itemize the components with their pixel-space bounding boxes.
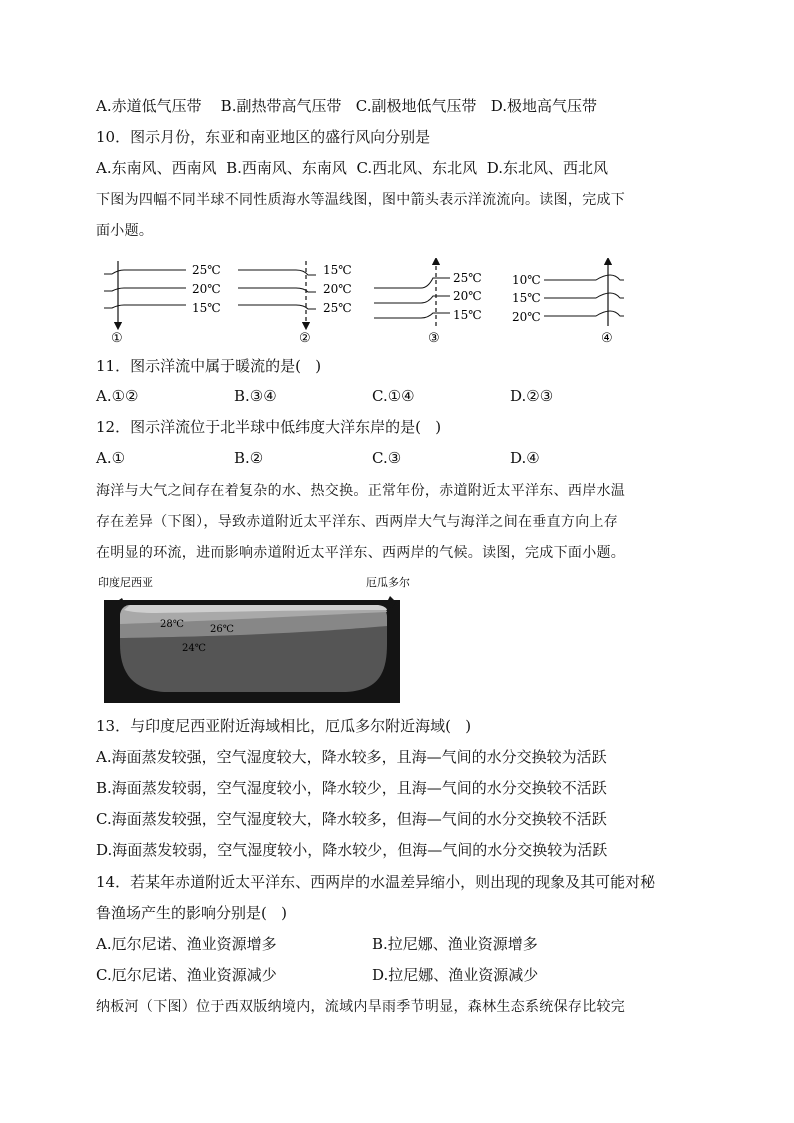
q14-option-b: B.拉尼娜、渔业资源增多 [372,935,538,953]
q11-option-b: B.③④ [234,387,277,405]
ecuador-label: 厄瓜多尔 [366,576,410,589]
intro1-line2: 面小题。 [96,223,154,239]
q11-option-a: A.①② [96,387,139,405]
panel1-number: ① [111,331,123,346]
q13-option-b: B.海面蒸发较弱，空气湿度较小，降水较少，且海—气间的水分交换较不活跃 [96,779,607,797]
q12-option-a: A.① [96,449,126,467]
intro2-line1: 海洋与大气之间存在着复杂的水、热交换。正常年份，赤道附近太平洋东、西岸水温 [96,483,626,499]
panel1-temp-bottom: 15℃ [192,301,221,315]
q11-option-d: D.②③ [510,387,554,405]
pacific-cross-section [96,572,416,706]
isotherm-panel-3 [374,261,482,346]
q12-stem: 12．图示洋流位于北半球中低纬度大洋东岸的是( ) [96,418,442,436]
panel2-number: ② [299,331,311,346]
intro2-line3: 在明显的环流，进而影响赤道附近太平洋东、西两岸的气候。读图，完成下面小题。 [96,545,626,561]
panel4-temp-top: 10℃ [512,273,541,287]
intro1-line1: 下图为四幅不同半球不同性质海水等温线图，图中箭头表示洋流流向。读图，完成下 [96,192,626,208]
q13-option-a: A.海面蒸发较强，空气湿度较大，降水较多，且海—气间的水分交换较为活跃 [96,748,607,766]
q12-option-c: C.③ [372,449,402,467]
panel4-number: ④ [601,331,613,346]
isotherm-28: 28℃ [160,619,184,630]
q9-options: A.赤道低气压带 B.副热带高气压带 C.副极地低气压带 D.极地高气压带 [96,97,598,115]
isotherm-figure [96,258,656,348]
isotherm-panel-1 [104,261,221,346]
q13-stem: 13．与印度尼西亚附近海域相比，厄瓜多尔附近海域( ) [96,717,472,735]
panel3-temp-bottom: 15℃ [453,308,482,322]
panel3-temp-mid: 20℃ [453,289,482,303]
q14-option-c: C.厄尔尼诺、渔业资源减少 [96,966,277,984]
panel4-temp-bottom: 20℃ [512,310,541,324]
q14-option-a: A.厄尔尼诺、渔业资源增多 [96,935,277,953]
panel2-temp-mid: 20℃ [323,282,352,296]
q13-option-c: C.海面蒸发较强，空气湿度较大，降水较多，但海—气间的水分交换较不活跃 [96,810,607,828]
q10-stem: 10．图示月份，东亚和南亚地区的盛行风向分别是 [96,128,431,146]
panel4-temp-mid: 15℃ [512,291,541,305]
q10-options: A.东南风、西南风 B.西南风、东南风 C.西北风、东北风 D.东北风、西北风 [96,159,608,177]
q11-option-c: C.①④ [372,387,415,405]
indonesia-label: 印度尼西亚 [98,576,153,589]
q14-stem-line2: 鲁渔场产生的影响分别是( ) [96,904,288,922]
isotherm-26: 26℃ [210,624,234,635]
q14-option-d: D.拉尼娜、渔业资源减少 [372,966,539,984]
q12-option-b: B.② [234,449,264,467]
isotherm-panel-2 [238,261,352,346]
panel2-temp-bottom: 25℃ [323,301,352,315]
q12-option-d: D.④ [510,449,540,467]
intro2-line2: 存在差异（下图），导致赤道附近太平洋东、西两岸大气与海洋之间在垂直方向上存 [96,514,619,530]
isotherm-24: 24℃ [182,643,206,654]
panel3-temp-top: 25℃ [453,271,482,285]
q11-stem: 11．图示洋流中属于暖流的是( ) [96,357,322,375]
q13-option-d: D.海面蒸发较弱，空气湿度较小，降水较少，但海—气间的水分交换较为活跃 [96,841,608,859]
panel1-temp-top: 25℃ [192,263,221,277]
panel3-number: ③ [428,331,440,346]
isotherm-panel-4 [512,261,624,346]
panel1-temp-mid: 20℃ [192,282,221,296]
q14-stem-line1: 14．若某年赤道附近太平洋东、西两岸的水温差异缩小，则出现的现象及其可能对秘 [96,873,656,891]
panel2-temp-top: 15℃ [323,263,352,277]
intro3-line1: 纳板河（下图）位于西双版纳境内，流域内旱雨季节明显，森林生态系统保存比较完 [96,999,626,1015]
